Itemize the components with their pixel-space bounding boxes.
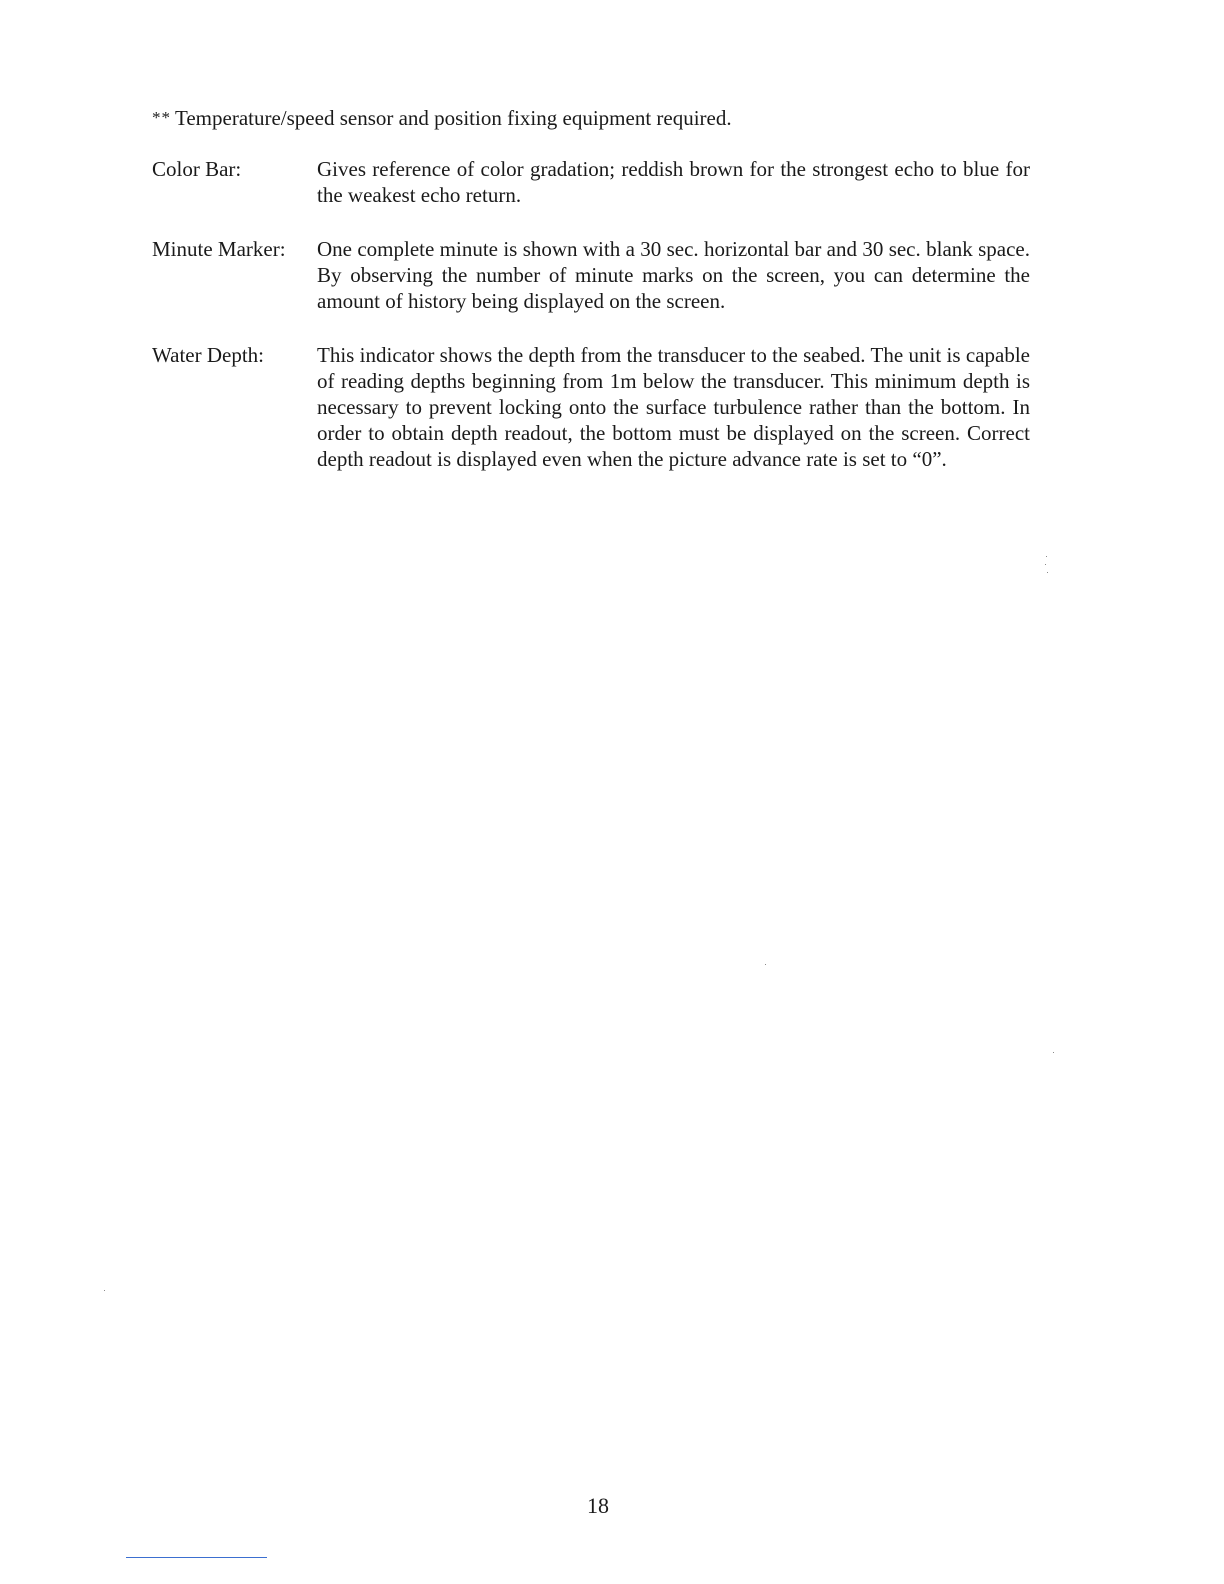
definition-entry-water-depth: [152, 342, 1030, 472]
scan-speck: [1045, 564, 1046, 565]
definition-term: Color Bar:: [152, 157, 242, 181]
scan-speck: [1046, 556, 1047, 557]
footnote: [152, 104, 732, 132]
page-number: 18: [587, 1493, 609, 1518]
definition-term: Minute Marker:: [152, 237, 286, 261]
definition-entry-minute-marker: [152, 236, 1030, 314]
footnote-marker: **: [152, 108, 171, 127]
scan-speck: [765, 964, 766, 965]
footnote-text: Temperature/speed sensor and position fixing equipment required.: [175, 106, 732, 130]
scan-speck: [1047, 572, 1048, 573]
scan-speck: [1053, 1052, 1054, 1053]
definition-description: Gives reference of color gradation; reddish brown for the strongest echo to blue for the weakest echo return.: [317, 157, 1030, 207]
definition-term: Water Depth:: [152, 343, 265, 367]
definition-description: This indicator shows the depth from the transducer to the seabed. The unit is capable of reading depths beginning from 1m below the transducer. This minimum depth is necessary to prevent locking onto the surface turbulence rather than the bottom. In order to obtain depth readout, the bottom must be displayed on the screen. Correct depth readout is displayed even when the picture advance rate is set to “0”.: [317, 343, 1030, 471]
bottom-rule-line: [126, 1557, 267, 1558]
definition-entry-color-bar: [152, 156, 1030, 208]
scan-speck: [104, 1290, 105, 1291]
definition-description: One complete minute is shown with a 30 sec. horizontal bar and 30 sec. blank space. By observing the number of minute marks on the screen, you can determine the amount of history being displayed on the screen.: [317, 237, 1030, 313]
